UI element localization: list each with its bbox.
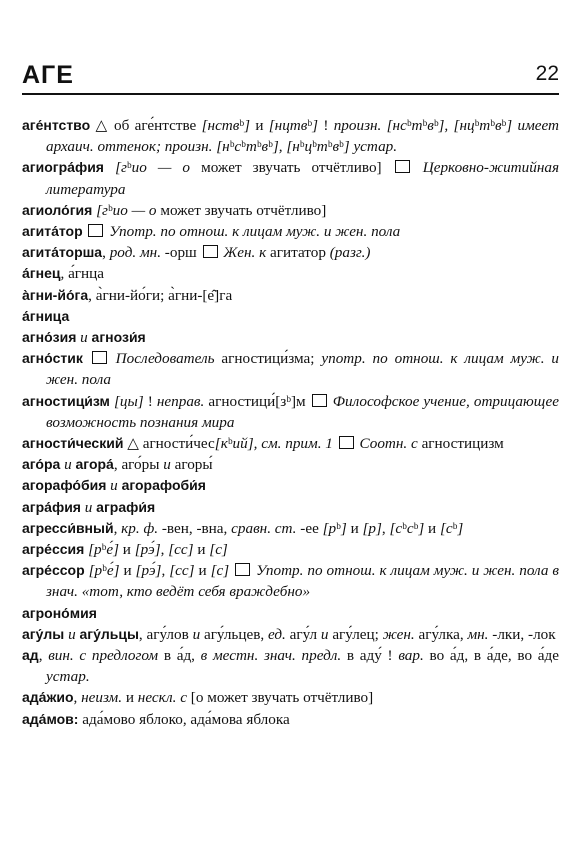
entry-text: агитатор	[266, 244, 330, 262]
dictionary-entry	[22, 518, 559, 539]
dictionary-entry	[22, 560, 559, 602]
italic-note: ]	[457, 519, 464, 537]
entry-text: ᵇ	[286, 392, 291, 410]
entry-text: агу́льцев,	[200, 625, 268, 643]
italic-note: произн. [нс	[333, 117, 407, 134]
italic-note: кр. ф.	[121, 519, 159, 537]
entry-text: △ агности́чес	[123, 435, 215, 453]
entry-text: ]м	[290, 392, 310, 410]
italic-note: неизм.	[81, 689, 123, 707]
italic-note: ], [нц	[438, 117, 475, 134]
italic-note: Жен. к	[219, 244, 267, 262]
italic-note: Употр. по отнош. к лицам муж. и жен. пола	[105, 223, 401, 241]
headword: ада́жио	[22, 689, 74, 706]
italic-note: [сс]	[169, 562, 195, 580]
italic-note: и	[76, 329, 92, 347]
italic-note: [р	[88, 541, 102, 559]
entry-text: ᵇ	[413, 519, 419, 537]
entry-text: !	[143, 392, 157, 410]
entry-text: агностици́зма;	[214, 350, 322, 368]
entry-text: ,	[161, 562, 170, 580]
dictionary-entry	[22, 475, 559, 496]
italic-note: е́]	[106, 541, 119, 559]
entry-text: ᵇ	[501, 117, 507, 134]
dictionary-entry	[22, 221, 559, 242]
dictionary-entry	[22, 497, 559, 518]
usage-note-box-icon	[235, 563, 250, 576]
entry-text: ᵇ	[452, 519, 458, 537]
entry-text: ᵇ	[227, 435, 233, 453]
italic-note: употр. по отнош. к лицам муж. и жен. пола	[46, 350, 559, 389]
italic-note: е́]	[106, 562, 120, 580]
italic-note: (разг.)	[329, 244, 371, 262]
italic-note: с	[234, 138, 242, 156]
headword: агиоло́гия	[22, 201, 93, 218]
entry-text: в а́д,	[158, 647, 201, 665]
entry-text: -ее	[296, 519, 323, 537]
italic-note: [к	[214, 435, 228, 453]
headword: агита́тор	[22, 223, 83, 240]
italic-note: с	[406, 519, 414, 537]
entry-text: -орш	[161, 244, 201, 262]
entry-text: ᵇ	[256, 138, 262, 156]
entry-text: агностици́[з	[204, 392, 287, 410]
entry-text	[83, 350, 90, 367]
dictionary-entry	[22, 285, 559, 306]
italic-note: Соотн. с	[355, 435, 418, 453]
headword: аго́ра	[22, 456, 61, 473]
italic-note: в	[261, 138, 269, 156]
italic-note: ]	[312, 117, 318, 134]
entry-text: и	[118, 541, 135, 559]
entry-text: ᵇ	[312, 138, 317, 156]
dictionary-entry	[22, 709, 559, 730]
entry-text: ᵇ	[299, 138, 305, 156]
entry-text: ᵇ	[241, 138, 246, 156]
entry-text: в аду́ !	[341, 647, 399, 665]
entry-text: и	[250, 117, 269, 134]
italic-note: [с]	[210, 562, 230, 580]
running-head-word: АГЕ	[22, 61, 74, 89]
entry-text: агоры́	[170, 456, 213, 474]
headword: агорафоби́я	[121, 477, 206, 494]
italic-note: Философское учение, отрицающее возможность познания мира	[46, 392, 560, 431]
italic-note: ]	[418, 519, 425, 537]
headword: а́гница	[22, 307, 70, 324]
italic-note: Последователь	[108, 350, 215, 368]
entry-text: ,	[102, 244, 110, 262]
italic-note: ед.	[268, 625, 286, 643]
italic-note: т	[411, 117, 423, 134]
italic-note: ио — о	[112, 201, 157, 219]
headword: агорафо́бия	[22, 477, 107, 494]
italic-note: ц	[304, 138, 313, 156]
dictionary-entry	[22, 263, 559, 284]
entry-text: , агу́лов	[138, 625, 193, 643]
headword: ад	[22, 647, 39, 664]
italic-note: в	[332, 138, 340, 156]
dictionary-entry	[22, 200, 559, 221]
entry-text: ᵇ	[474, 117, 480, 134]
italic-note: [с]	[209, 541, 228, 559]
entry-text	[333, 435, 337, 452]
headword: агре́ссия	[22, 541, 85, 558]
italic-note: ио — о	[131, 159, 191, 177]
header-rule	[22, 93, 559, 95]
italic-note: [г	[115, 159, 127, 177]
entry-text: ᵇ	[268, 138, 273, 156]
headword: а́гнец	[22, 265, 61, 282]
entry-text: и	[122, 689, 138, 707]
italic-note: [р]	[362, 519, 382, 537]
entry-text: ᵇ	[402, 519, 407, 537]
headword: а̀гни-йо́га	[22, 286, 89, 303]
italic-note: [с	[439, 519, 453, 537]
headword: агнози́я	[91, 329, 146, 346]
entry-text	[229, 562, 233, 579]
entry-text: , аго́ры	[113, 456, 164, 474]
headword: аге́нтство	[22, 117, 91, 133]
italic-note: и	[80, 498, 97, 516]
entry-text: ,	[38, 647, 49, 665]
italic-note: ] устар.	[343, 138, 398, 156]
entry-text: ᵇ	[307, 117, 313, 134]
entry-text: ,	[160, 541, 169, 559]
entry-text: ,	[73, 689, 82, 707]
dictionary-entry	[22, 327, 559, 348]
italic-note: и	[64, 625, 80, 643]
entry-text: ,	[381, 519, 390, 537]
italic-note: ]	[340, 519, 347, 537]
entry-text: может звучать отчётливо]	[190, 159, 393, 177]
dictionary-entry	[22, 603, 559, 624]
entry-text: агу́лка,	[414, 625, 468, 643]
entry-text: может звучать отчётливо]	[156, 201, 327, 219]
entry-text: ᵇ	[126, 159, 132, 177]
entry-text	[83, 223, 87, 240]
italic-note: сравн. ст.	[231, 519, 297, 537]
dictionary-entry	[22, 348, 559, 390]
entry-text: -лки, -лок	[488, 625, 556, 643]
entry-text: ᵇ	[102, 562, 107, 580]
headword: агроно́мия	[22, 604, 97, 621]
italic-note: жен.	[382, 625, 415, 643]
headword: аграфи́я	[96, 498, 156, 515]
headword: агу́лы	[22, 625, 65, 642]
entry-text: и	[119, 562, 136, 580]
italic-note: т	[316, 138, 328, 156]
entry-text: агу́лец;	[328, 625, 383, 643]
italic-note: и	[60, 456, 76, 474]
entry-text: ада́мово яблоко, ада́мова яблока	[78, 710, 290, 728]
italic-note: т	[245, 138, 257, 156]
entry-text: ᵇ	[422, 117, 428, 134]
italic-note: [рэ́]	[134, 541, 161, 559]
dictionary-entry	[22, 624, 559, 645]
dictionary-entry	[22, 687, 559, 708]
dictionary-entry	[22, 645, 559, 687]
dictionary-entry	[22, 433, 559, 454]
entry-text: ᵇ	[490, 117, 495, 134]
entry-text: во а́д, в а́де, во а́де	[423, 647, 559, 665]
entry-text: , а́гнца	[60, 265, 105, 283]
italic-note: вин. с предлогом	[48, 647, 159, 665]
entry-text: !	[318, 117, 334, 134]
entry-text: и	[193, 541, 210, 559]
headword: агу́льцы	[79, 625, 139, 642]
italic-note: [р	[322, 519, 337, 537]
usage-note-box-icon	[339, 436, 354, 449]
italic-note: мн.	[467, 625, 489, 643]
italic-note: нескл. с	[137, 689, 187, 707]
headword: агре́ссор	[22, 562, 85, 579]
headword: агиогра́фия	[22, 159, 104, 176]
italic-note: ]	[244, 117, 250, 134]
italic-note: в	[494, 117, 502, 134]
dictionary-entry	[22, 391, 559, 433]
entry-text: ᵇ	[433, 117, 439, 134]
entry-text: и	[194, 562, 211, 580]
dictionary-entry	[22, 306, 559, 327]
dictionary-entries	[22, 115, 559, 730]
italic-note: и	[163, 456, 171, 474]
headword: агора́	[75, 456, 114, 473]
entry-text	[104, 159, 115, 176]
italic-note: [нцтв	[268, 117, 308, 134]
entry-text: и	[346, 519, 363, 537]
entry-text: ᵇ	[101, 541, 107, 559]
italic-note: Церковно-житийная литература	[46, 159, 560, 198]
usage-note-box-icon	[312, 394, 327, 407]
entry-text: ᵇ	[339, 138, 344, 156]
entry-text: ,	[113, 519, 122, 537]
headword: агно́стик	[22, 350, 83, 367]
italic-note: [сс]	[168, 541, 194, 559]
italic-note: Употр. по отнош. к лицам муж. и жен. пола в знач. «тот, кто ведёт себя враждебно»	[46, 562, 560, 601]
entry-text: ᵇ	[327, 138, 333, 156]
dictionary-entry	[22, 454, 559, 475]
entry-text: ᵇ	[406, 117, 412, 134]
page-header	[22, 48, 559, 94]
headword: агита́торша	[22, 244, 103, 261]
entry-text: △ об аге́нтстве	[95, 117, 202, 134]
headword: агностици́зм	[22, 392, 110, 409]
entry-text: ᵇ	[229, 138, 235, 156]
entry-text: ᵇ	[107, 201, 113, 219]
italic-note: и	[320, 625, 329, 643]
italic-note: ий], см. прим. 1	[232, 435, 333, 453]
usage-note-box-icon	[395, 160, 410, 173]
dictionary-entry	[22, 157, 559, 199]
entry-text: , а̀гни-йо́ги; а̀гни-[е̂]га	[88, 286, 233, 304]
usage-note-box-icon	[92, 351, 107, 364]
italic-note: в местн. знач. предл.	[200, 647, 342, 665]
entry-text: и	[424, 519, 440, 537]
dictionary-entry	[22, 242, 559, 263]
italic-note: неправ.	[156, 392, 205, 410]
italic-note: ], [н	[272, 138, 300, 156]
italic-note: [цы]	[113, 392, 144, 410]
italic-note: [с	[389, 519, 403, 537]
italic-note: [г	[96, 201, 108, 219]
entry-text: агностицизм	[417, 435, 504, 453]
headword: агресси́вный	[22, 519, 114, 536]
italic-note: т	[479, 117, 491, 134]
entry-text: -вен, -вна,	[158, 519, 232, 537]
entry-text: [о может звучать отчётливо]	[186, 689, 374, 707]
italic-note: устар.	[46, 668, 90, 686]
dictionary-entry	[22, 539, 559, 560]
italic-note: в	[427, 117, 434, 134]
italic-note: [рэ́]	[135, 562, 162, 580]
italic-note: ] имеет архаич. оттенок; произн. [н	[46, 117, 560, 156]
italic-note: и	[192, 625, 201, 643]
usage-note-box-icon	[88, 224, 103, 237]
page-number: 22	[535, 62, 559, 85]
headword: агно́зия	[22, 329, 77, 346]
italic-note: род. мн.	[109, 244, 161, 262]
entry-text: ᵇ	[336, 519, 341, 537]
headword: агности́ческий	[22, 435, 124, 452]
entry-text: агу́л	[285, 625, 321, 643]
headword: ада́мов:	[22, 710, 79, 727]
italic-note: [р	[88, 562, 103, 580]
italic-note: вар.	[398, 647, 424, 665]
entry-text: ᵇ	[239, 117, 245, 134]
italic-note: и	[106, 477, 122, 495]
dictionary-entry	[22, 115, 559, 157]
italic-note: [нств	[201, 117, 240, 134]
usage-note-box-icon	[203, 245, 218, 258]
headword: агра́фия	[22, 498, 81, 515]
